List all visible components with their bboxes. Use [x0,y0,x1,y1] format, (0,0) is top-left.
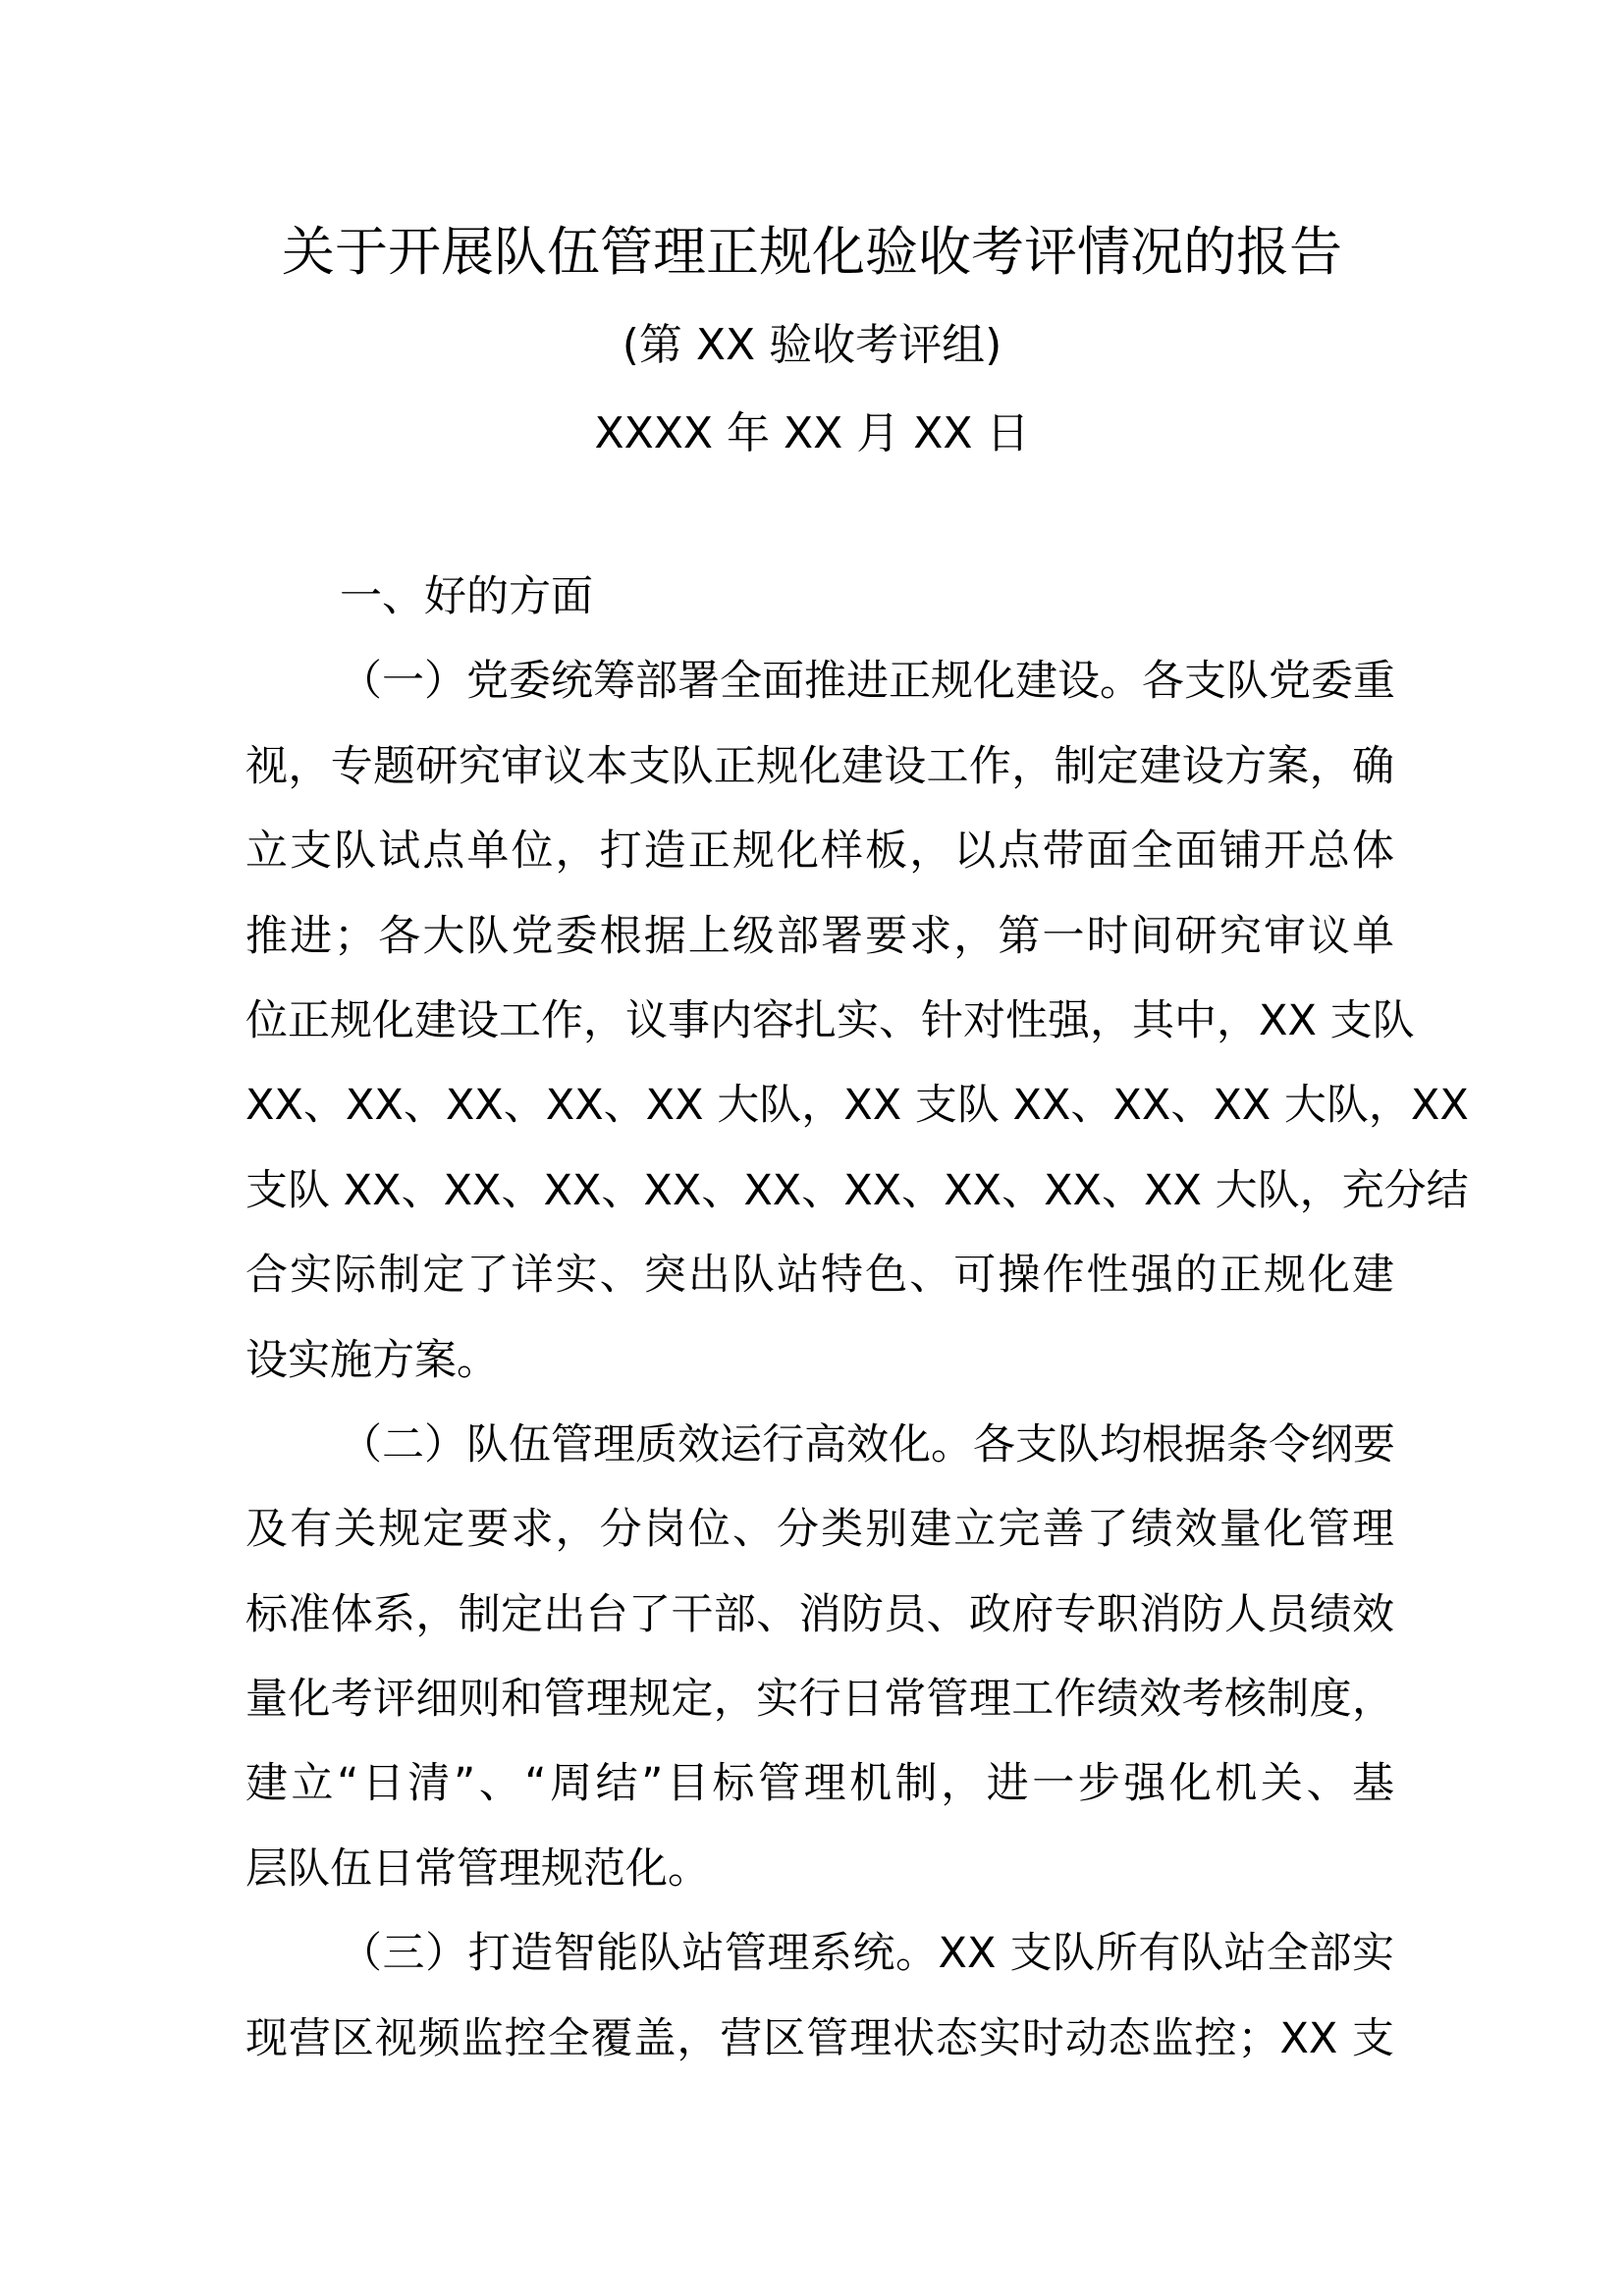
paragraph-line: 量化考评细则和管理规定，实行日常管理工作绩效考核制度， [245,1675,1394,1725]
paragraph-line: 现营区视频监控全覆盖，营区管理状态实时动态监控；XX 支 [245,2013,1394,2063]
section-heading: 一、好的方面 [340,572,593,621]
document-date: XXXX 年 XX 月 XX 日 [594,408,1030,458]
paragraph-line: （三）打造智能队站管理系统。XX 支队所有队站全部实 [340,1929,1394,1979]
paragraph-line: 位正规化建设工作，议事内容扎实、针对性强，其中，XX 支队 [245,995,1415,1045]
paragraph-line: 立支队试点单位，打造正规化样板，以点带面全面铺开总体 [245,827,1394,877]
document-title: 关于开展队伍管理正规化验收考评情况的报告 [282,221,1342,283]
paragraph-line: 层队伍日常管理规范化。 [245,1843,710,1894]
paragraph-line: 建立“日清”、“周结”目标管理机制，进一步强化机关、基 [245,1759,1394,1809]
paragraph-3 [245,1924,1394,2094]
paragraph-line: 设实施方案。 [245,1335,499,1385]
paragraph-line: 标准体系，制定出台了干部、消防员、政府专职消防人员绩效 [245,1589,1394,1639]
paragraph-line: 合实际制定了详实、突出队站特色、可操作性强的正规化建 [245,1251,1394,1301]
document-body [245,567,1469,2094]
paragraph-line: 视，专题研究审议本支队正规化建设工作，制定建设方案，确 [245,741,1394,791]
paragraph-line: XX、XX、XX、XX、XX 大队，XX 支队 XX、XX、XX 大队，XX [245,1081,1469,1131]
paragraph-2 [245,1415,1394,1924]
paragraph-1 [245,652,1469,1415]
document-subtitle: (第 XX 验收考评组) [622,320,1002,370]
paragraph-line: 支队 XX、XX、XX、XX、XX、XX、XX、XX、XX 大队，充分结 [245,1165,1469,1215]
paragraph-line: （一）党委统筹部署全面推进正规化建设。各支队党委重 [340,657,1395,707]
paragraph-line: 及有关规定要求，分岗位、分类别建立完善了绩效量化管理 [245,1505,1394,1555]
paragraph-line: （二）队伍管理质效运行高效化。各支队均根据条令纲要 [340,1419,1395,1469]
paragraph-line: 推进；各大队党委根据上级部署要求，第一时间研究审议单 [245,911,1394,961]
